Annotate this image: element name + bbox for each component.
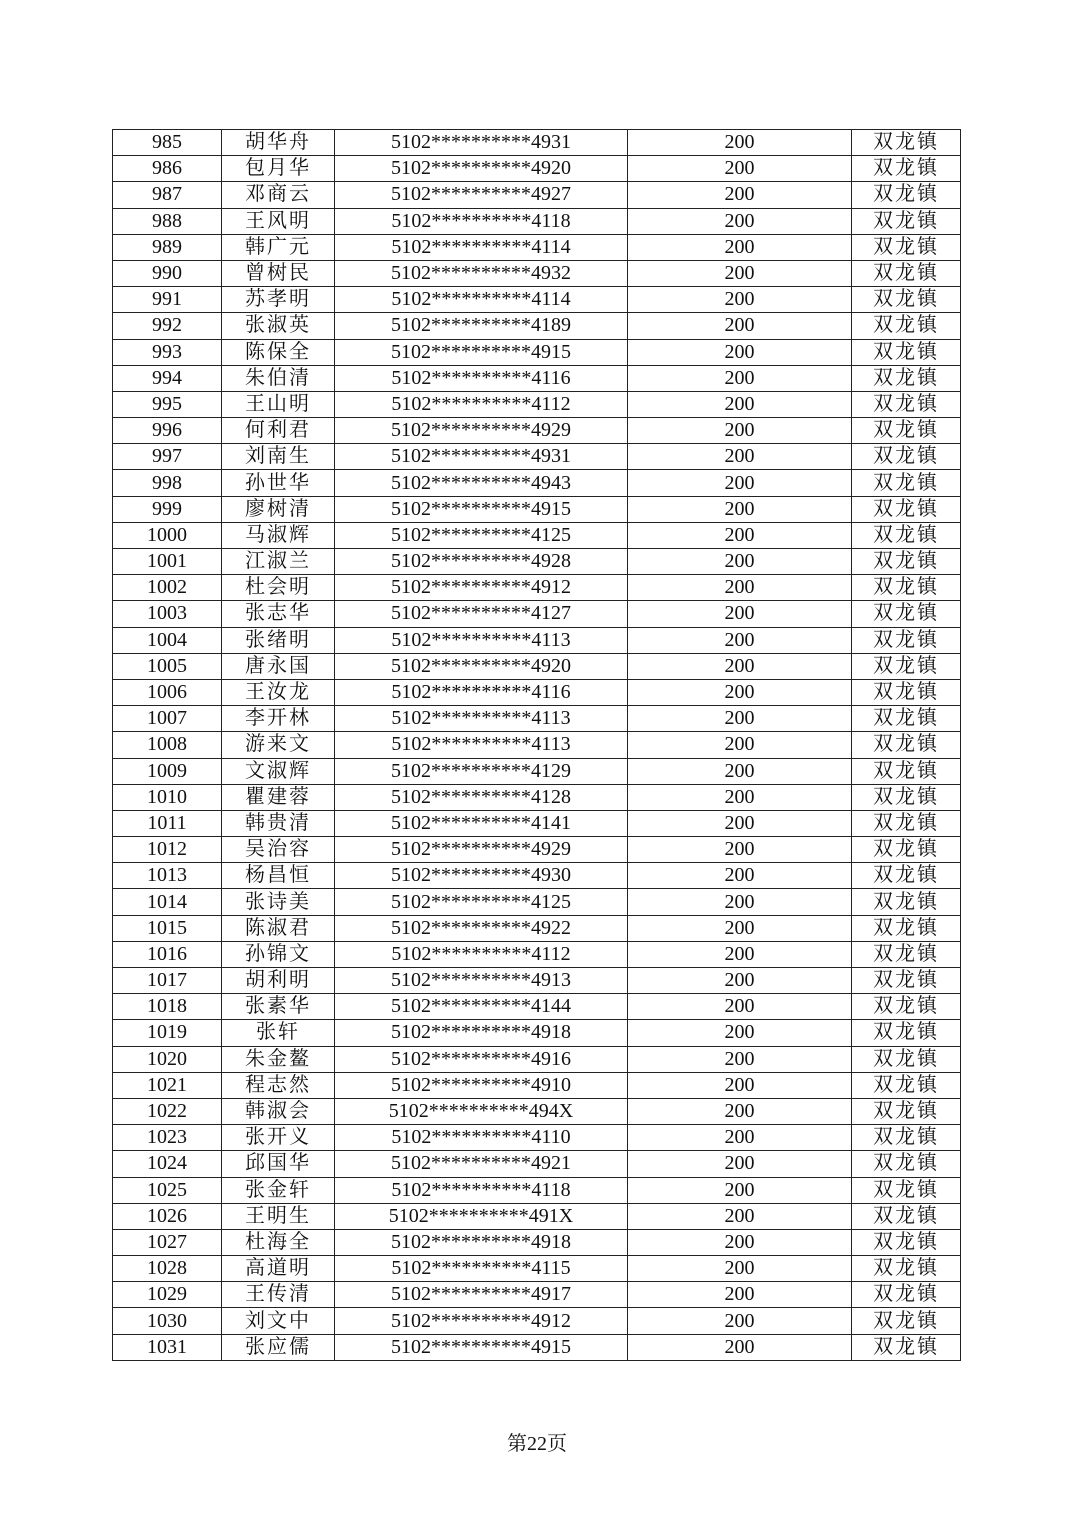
cell-town: 双龙镇 (852, 522, 961, 548)
cell-town: 双龙镇 (852, 260, 961, 286)
table-row (113, 444, 961, 470)
cell-index: 1001 (113, 549, 222, 575)
cell-index: 994 (113, 365, 222, 391)
cell-name: 胡华舟 (222, 130, 335, 156)
cell-id-number: 5102**********4112 (335, 941, 628, 967)
cell-id-number: 5102**********4922 (335, 915, 628, 941)
cell-amount: 200 (628, 1203, 852, 1229)
cell-town: 双龙镇 (852, 1098, 961, 1124)
table-row (113, 1177, 961, 1203)
cell-index: 992 (113, 313, 222, 339)
cell-id-number: 5102**********4129 (335, 758, 628, 784)
cell-index: 990 (113, 260, 222, 286)
cell-index: 1011 (113, 810, 222, 836)
cell-amount: 200 (628, 339, 852, 365)
cell-amount: 200 (628, 1229, 852, 1255)
cell-id-number: 5102**********4915 (335, 1334, 628, 1360)
cell-amount: 200 (628, 130, 852, 156)
cell-town: 双龙镇 (852, 1334, 961, 1360)
cell-town: 双龙镇 (852, 863, 961, 889)
cell-name: 孙锦文 (222, 941, 335, 967)
cell-index: 993 (113, 339, 222, 365)
table-row (113, 496, 961, 522)
table-row (113, 679, 961, 705)
cell-town: 双龙镇 (852, 968, 961, 994)
cell-amount: 200 (628, 182, 852, 208)
cell-name: 朱金鳌 (222, 1046, 335, 1072)
cell-id-number: 5102**********4114 (335, 234, 628, 260)
cell-id-number: 5102**********4930 (335, 863, 628, 889)
cell-index: 991 (113, 287, 222, 313)
cell-name: 陈淑君 (222, 915, 335, 941)
cell-amount: 200 (628, 1334, 852, 1360)
cell-index: 1020 (113, 1046, 222, 1072)
cell-index: 1022 (113, 1098, 222, 1124)
roster-table (112, 129, 961, 1361)
table-row (113, 627, 961, 653)
cell-index: 1010 (113, 784, 222, 810)
cell-amount: 200 (628, 156, 852, 182)
cell-town: 双龙镇 (852, 1203, 961, 1229)
cell-id-number: 5102**********4920 (335, 653, 628, 679)
cell-index: 1014 (113, 889, 222, 915)
table-row (113, 130, 961, 156)
table-row (113, 313, 961, 339)
table-row (113, 863, 961, 889)
table-row (113, 1334, 961, 1360)
cell-id-number: 5102**********4125 (335, 889, 628, 915)
table-row (113, 1098, 961, 1124)
cell-amount: 200 (628, 260, 852, 286)
cell-amount: 200 (628, 549, 852, 575)
cell-id-number: 5102**********4929 (335, 837, 628, 863)
cell-id-number: 5102**********4931 (335, 130, 628, 156)
cell-index: 998 (113, 470, 222, 496)
cell-town: 双龙镇 (852, 601, 961, 627)
cell-id-number: 5102**********4113 (335, 732, 628, 758)
table-row (113, 1229, 961, 1255)
cell-amount: 200 (628, 575, 852, 601)
cell-amount: 200 (628, 706, 852, 732)
cell-name: 刘南生 (222, 444, 335, 470)
cell-name: 胡利明 (222, 968, 335, 994)
cell-index: 989 (113, 234, 222, 260)
cell-amount: 200 (628, 234, 852, 260)
table-row (113, 260, 961, 286)
cell-town: 双龙镇 (852, 1282, 961, 1308)
cell-name: 刘文中 (222, 1308, 335, 1334)
cell-index: 997 (113, 444, 222, 470)
table-row (113, 941, 961, 967)
cell-town: 双龙镇 (852, 1072, 961, 1098)
cell-name: 韩广元 (222, 234, 335, 260)
table-row (113, 234, 961, 260)
cell-name: 张轩 (222, 1020, 335, 1046)
cell-id-number: 5102**********4931 (335, 444, 628, 470)
cell-name: 王山明 (222, 391, 335, 417)
table-row (113, 418, 961, 444)
cell-town: 双龙镇 (852, 575, 961, 601)
cell-name: 邓商云 (222, 182, 335, 208)
cell-id-number: 5102**********494X (335, 1098, 628, 1124)
cell-id-number: 5102**********4116 (335, 679, 628, 705)
table-row (113, 915, 961, 941)
cell-town: 双龙镇 (852, 889, 961, 915)
cell-index: 1009 (113, 758, 222, 784)
cell-name: 张绪明 (222, 627, 335, 653)
cell-amount: 200 (628, 470, 852, 496)
cell-name: 包月华 (222, 156, 335, 182)
cell-index: 1017 (113, 968, 222, 994)
cell-town: 双龙镇 (852, 130, 961, 156)
cell-index: 985 (113, 130, 222, 156)
cell-name: 苏孝明 (222, 287, 335, 313)
cell-town: 双龙镇 (852, 1177, 961, 1203)
table-row (113, 889, 961, 915)
cell-amount: 200 (628, 784, 852, 810)
table-row (113, 470, 961, 496)
cell-id-number: 5102**********4189 (335, 313, 628, 339)
cell-id-number: 5102**********4917 (335, 1282, 628, 1308)
cell-town: 双龙镇 (852, 496, 961, 522)
table-row (113, 1256, 961, 1282)
table-row (113, 365, 961, 391)
cell-id-number: 5102**********4918 (335, 1020, 628, 1046)
cell-amount: 200 (628, 1072, 852, 1098)
cell-town: 双龙镇 (852, 470, 961, 496)
cell-id-number: 5102**********4932 (335, 260, 628, 286)
cell-amount: 200 (628, 208, 852, 234)
cell-name: 唐永国 (222, 653, 335, 679)
table-row (113, 653, 961, 679)
cell-name: 何利君 (222, 418, 335, 444)
cell-name: 曾树民 (222, 260, 335, 286)
cell-name: 张志华 (222, 601, 335, 627)
cell-amount: 200 (628, 1046, 852, 1072)
cell-index: 1004 (113, 627, 222, 653)
cell-town: 双龙镇 (852, 915, 961, 941)
cell-index: 996 (113, 418, 222, 444)
cell-index: 1018 (113, 994, 222, 1020)
cell-town: 双龙镇 (852, 1229, 961, 1255)
cell-name: 杜会明 (222, 575, 335, 601)
cell-index: 1000 (113, 522, 222, 548)
cell-amount: 200 (628, 863, 852, 889)
cell-town: 双龙镇 (852, 444, 961, 470)
cell-name: 李开林 (222, 706, 335, 732)
cell-town: 双龙镇 (852, 1256, 961, 1282)
cell-name: 江淑兰 (222, 549, 335, 575)
table-row (113, 732, 961, 758)
cell-index: 1006 (113, 679, 222, 705)
cell-name: 王明生 (222, 1203, 335, 1229)
cell-amount: 200 (628, 679, 852, 705)
cell-index: 987 (113, 182, 222, 208)
cell-amount: 200 (628, 522, 852, 548)
table-row (113, 1203, 961, 1229)
cell-id-number: 5102**********4118 (335, 208, 628, 234)
cell-id-number: 5102**********4916 (335, 1046, 628, 1072)
cell-amount: 200 (628, 1282, 852, 1308)
cell-index: 1019 (113, 1020, 222, 1046)
cell-amount: 200 (628, 1256, 852, 1282)
cell-name: 王传清 (222, 1282, 335, 1308)
cell-index: 1026 (113, 1203, 222, 1229)
table-row (113, 758, 961, 784)
cell-id-number: 5102**********4943 (335, 470, 628, 496)
cell-index: 1003 (113, 601, 222, 627)
cell-amount: 200 (628, 837, 852, 863)
table-row (113, 391, 961, 417)
cell-amount: 200 (628, 627, 852, 653)
cell-amount: 200 (628, 1151, 852, 1177)
table-row (113, 837, 961, 863)
table-row (113, 1046, 961, 1072)
cell-id-number: 5102**********4910 (335, 1072, 628, 1098)
cell-name: 韩贵清 (222, 810, 335, 836)
cell-name: 张开义 (222, 1125, 335, 1151)
cell-id-number: 5102**********4110 (335, 1125, 628, 1151)
cell-id-number: 5102**********4912 (335, 1308, 628, 1334)
cell-amount: 200 (628, 1177, 852, 1203)
table-row (113, 1020, 961, 1046)
cell-town: 双龙镇 (852, 653, 961, 679)
cell-town: 双龙镇 (852, 1151, 961, 1177)
cell-town: 双龙镇 (852, 234, 961, 260)
cell-name: 张素华 (222, 994, 335, 1020)
table-row (113, 208, 961, 234)
cell-town: 双龙镇 (852, 287, 961, 313)
cell-amount: 200 (628, 915, 852, 941)
cell-amount: 200 (628, 1098, 852, 1124)
table-row (113, 706, 961, 732)
page-number: 第22页 (507, 1433, 567, 1455)
cell-index: 1031 (113, 1334, 222, 1360)
cell-name: 吴治容 (222, 837, 335, 863)
cell-amount: 200 (628, 365, 852, 391)
cell-id-number: 5102**********4113 (335, 706, 628, 732)
cell-id-number: 5102**********4929 (335, 418, 628, 444)
cell-town: 双龙镇 (852, 837, 961, 863)
cell-index: 1015 (113, 915, 222, 941)
cell-amount: 200 (628, 941, 852, 967)
cell-name: 游来文 (222, 732, 335, 758)
cell-amount: 200 (628, 444, 852, 470)
cell-index: 1012 (113, 837, 222, 863)
cell-id-number: 5102**********4128 (335, 784, 628, 810)
cell-town: 双龙镇 (852, 339, 961, 365)
cell-amount: 200 (628, 810, 852, 836)
cell-town: 双龙镇 (852, 549, 961, 575)
cell-town: 双龙镇 (852, 784, 961, 810)
cell-amount: 200 (628, 287, 852, 313)
cell-name: 张淑英 (222, 313, 335, 339)
table-row (113, 1308, 961, 1334)
cell-id-number: 5102**********4928 (335, 549, 628, 575)
cell-id-number: 5102**********4912 (335, 575, 628, 601)
roster-table-body (113, 130, 961, 1361)
cell-index: 986 (113, 156, 222, 182)
cell-name: 高道明 (222, 1256, 335, 1282)
cell-name: 文淑辉 (222, 758, 335, 784)
cell-amount: 200 (628, 968, 852, 994)
cell-amount: 200 (628, 1125, 852, 1151)
cell-town: 双龙镇 (852, 679, 961, 705)
cell-town: 双龙镇 (852, 994, 961, 1020)
cell-name: 韩淑会 (222, 1098, 335, 1124)
cell-town: 双龙镇 (852, 732, 961, 758)
cell-name: 王汝龙 (222, 679, 335, 705)
cell-town: 双龙镇 (852, 313, 961, 339)
cell-index: 1002 (113, 575, 222, 601)
cell-name: 廖树清 (222, 496, 335, 522)
cell-index: 1025 (113, 1177, 222, 1203)
cell-id-number: 5102**********4918 (335, 1229, 628, 1255)
cell-id-number: 5102**********4115 (335, 1256, 628, 1282)
table-row (113, 1125, 961, 1151)
cell-id-number: 5102**********4112 (335, 391, 628, 417)
cell-id-number: 5102**********4927 (335, 182, 628, 208)
table-row (113, 1282, 961, 1308)
cell-name: 张诗美 (222, 889, 335, 915)
cell-index: 995 (113, 391, 222, 417)
cell-name: 张应儒 (222, 1334, 335, 1360)
cell-town: 双龙镇 (852, 1125, 961, 1151)
table-row (113, 287, 961, 313)
cell-index: 1024 (113, 1151, 222, 1177)
cell-index: 1023 (113, 1125, 222, 1151)
cell-name: 程志然 (222, 1072, 335, 1098)
cell-index: 1007 (113, 706, 222, 732)
cell-town: 双龙镇 (852, 941, 961, 967)
table-row (113, 601, 961, 627)
cell-name: 马淑辉 (222, 522, 335, 548)
cell-amount: 200 (628, 391, 852, 417)
cell-name: 孙世华 (222, 470, 335, 496)
cell-name: 邱国华 (222, 1151, 335, 1177)
cell-town: 双龙镇 (852, 758, 961, 784)
cell-amount: 200 (628, 889, 852, 915)
cell-index: 988 (113, 208, 222, 234)
cell-id-number: 5102**********4915 (335, 496, 628, 522)
cell-id-number: 5102**********4141 (335, 810, 628, 836)
cell-id-number: 5102**********4113 (335, 627, 628, 653)
cell-name: 陈保全 (222, 339, 335, 365)
table-row (113, 1072, 961, 1098)
cell-name: 瞿建蓉 (222, 784, 335, 810)
cell-id-number: 5102**********4144 (335, 994, 628, 1020)
table-row (113, 182, 961, 208)
cell-index: 1013 (113, 863, 222, 889)
cell-amount: 200 (628, 313, 852, 339)
table-row (113, 339, 961, 365)
cell-name: 朱伯清 (222, 365, 335, 391)
cell-id-number: 5102**********4127 (335, 601, 628, 627)
cell-id-number: 5102**********4116 (335, 365, 628, 391)
cell-index: 1008 (113, 732, 222, 758)
cell-town: 双龙镇 (852, 1046, 961, 1072)
cell-index: 1021 (113, 1072, 222, 1098)
cell-id-number: 5102**********4114 (335, 287, 628, 313)
cell-index: 1030 (113, 1308, 222, 1334)
cell-index: 1005 (113, 653, 222, 679)
table-row (113, 156, 961, 182)
cell-town: 双龙镇 (852, 418, 961, 444)
table-row (113, 784, 961, 810)
cell-id-number: 5102**********4125 (335, 522, 628, 548)
cell-id-number: 5102**********4921 (335, 1151, 628, 1177)
cell-index: 1027 (113, 1229, 222, 1255)
cell-town: 双龙镇 (852, 391, 961, 417)
cell-town: 双龙镇 (852, 156, 961, 182)
table-row (113, 994, 961, 1020)
cell-id-number: 5102**********491X (335, 1203, 628, 1229)
cell-town: 双龙镇 (852, 365, 961, 391)
cell-id-number: 5102**********4920 (335, 156, 628, 182)
cell-amount: 200 (628, 758, 852, 784)
table-row (113, 1151, 961, 1177)
cell-town: 双龙镇 (852, 1020, 961, 1046)
cell-index: 1028 (113, 1256, 222, 1282)
cell-name: 杜海全 (222, 1229, 335, 1255)
cell-amount: 200 (628, 653, 852, 679)
cell-index: 1016 (113, 941, 222, 967)
cell-amount: 200 (628, 732, 852, 758)
cell-id-number: 5102**********4915 (335, 339, 628, 365)
table-row (113, 575, 961, 601)
table-row (113, 522, 961, 548)
table-row (113, 810, 961, 836)
cell-name: 王风明 (222, 208, 335, 234)
cell-id-number: 5102**********4913 (335, 968, 628, 994)
cell-amount: 200 (628, 418, 852, 444)
cell-index: 1029 (113, 1282, 222, 1308)
cell-amount: 200 (628, 601, 852, 627)
table-row (113, 549, 961, 575)
cell-amount: 200 (628, 994, 852, 1020)
cell-index: 999 (113, 496, 222, 522)
cell-town: 双龙镇 (852, 810, 961, 836)
cell-town: 双龙镇 (852, 182, 961, 208)
cell-town: 双龙镇 (852, 627, 961, 653)
cell-amount: 200 (628, 496, 852, 522)
cell-name: 杨昌恒 (222, 863, 335, 889)
cell-town: 双龙镇 (852, 706, 961, 732)
table-row (113, 968, 961, 994)
cell-town: 双龙镇 (852, 1308, 961, 1334)
cell-name: 张金轩 (222, 1177, 335, 1203)
cell-amount: 200 (628, 1020, 852, 1046)
cell-id-number: 5102**********4118 (335, 1177, 628, 1203)
roster-table-container (112, 129, 961, 1361)
cell-town: 双龙镇 (852, 208, 961, 234)
cell-amount: 200 (628, 1308, 852, 1334)
